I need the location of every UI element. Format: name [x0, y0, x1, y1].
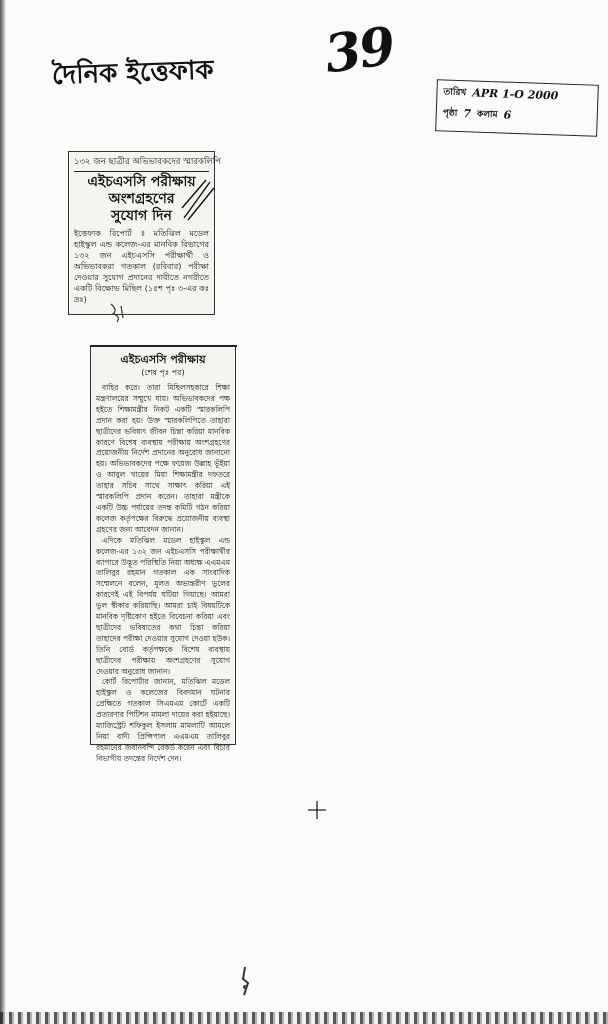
stamp-column-value: 6	[503, 108, 512, 122]
continuation-paragraph: এদিকে মতিঝিল মডেল হাইস্কুল এন্ড কলেজ-এর ১৩২ জন এইচএসসি পরীক্ষার্থীর ব্যাপারে উদ্ভূত পরিস্থিতি নিয়া অধ্যক্ষ এএমএম তালিবুর রহমান গতকাল এক সাংবাদিক সম্মেলনে বলেন, মূলত অভ্যন্তরীণ ভুলের কারণেই এই বিপর্যয় ঘটিয়া গিয়াছে। আমরা ভুল স্বীকার করিয়াছি। আমরা চাই বিষয়টিকে মানবিক দৃষ্টিকোণ হইতে বিবেচনা করিয়া এবং ছাত্রীদের ভবিষ্যতের কথা চিন্তা করিয়া তাহাদের পরীক্ষা দেওয়ার সুযোগ দেওয়া হউক। তিনি বোর্ড কর্তৃপক্ষকে বিশেষ ব্যবস্থায় ছাত্রীদের পরীক্ষায় অংশগ্রহণের সুযোগ দেওয়ার অনুরোধ জানান।	[96, 535, 230, 676]
stamp-column-label: কলাম	[476, 109, 498, 121]
handwritten-page-number: 39	[321, 15, 398, 86]
stamp-date-value: APR 1-O 2000	[472, 86, 559, 103]
continuation-paragraph: বাহির করে। তারা মিছিলসহকারে শিক্ষা মন্ত্রণালয়ের সম্মুখে যায়। অভিভাবকদের পক্ষ হইতে শিক্ষামন্ত্রীর নিকট একটি স্মারকলিপি প্রদান করা হয়। উক্ত স্মারকলিপিতে তাহারা ছাত্রীদের ভবিষ্যৎ জীবন চিন্তা করিয়া মানবিক কারণে বিশেষ ব্যবস্থায় পরীক্ষায় অংশগ্রহণের প্রয়োজনীয় নির্দেশ প্রদানের অনুরোধ জানানো হয়। অভিভাবকদের পক্ষে ফয়েজ উল্লাহ ভূঁইয়া ও আবুল খায়ের মিয়া শিক্ষামন্ত্রীর দফতরে তাহার সচিব সাথে সাক্ষাৎ করিয়া এই স্মারকলিপি প্রদান করেন। তাহারা মন্ত্রীকে একটি উচ্চ পর্যায়ের তদন্ত কমিটি গঠন করিয়া কলেজ কর্তৃপক্ষের বিরুদ্ধে প্রয়োজনীয় ব্যবস্থা গ্রহণের জন্য আবেদন জানান।	[96, 383, 230, 534]
pen-mark	[107, 300, 129, 324]
newspaper-name: দৈনিক ইত্তেফাক	[51, 55, 215, 91]
continuation-headline: এইচএসসি পরীক্ষায়	[120, 353, 206, 366]
continuation-paragraph: কোর্ট রিপোর্টার জানান, মতিঝিল মডেল হাইস্কুল ও কলেজের বিবদমান ঘটনার প্রেক্ষিতে গতকাল সিএমএম কোর্টে একটি প্রতারণার পিটিশন মামলা দায়ের করা হইয়াছে। ম্যাজিস্ট্রেট শফিকুল ইসলাম মামলাটি আমলে নিয়া বাদী প্রিন্সিপাল এএমএম তালিবুর রহমানের জবানবন্দি রেকর্ড করেন এবং বিচার বিভাগীয় তদন্তের নির্দেশ দেন।	[96, 677, 230, 763]
stamp-page-row	[443, 105, 591, 125]
ink-smudge	[236, 965, 254, 999]
headline-line-3: সুযোগ দিন	[111, 208, 172, 224]
continuation-body	[96, 383, 230, 765]
headline-line-2: অংশগ্রহণের	[108, 191, 175, 207]
clipping-kicker: ১৩২ জন ছাত্রীর অভিভাবকদের স্মারকলিপি	[74, 155, 209, 172]
stamp-date-label: তারিখ	[443, 87, 467, 99]
news-clipping-front	[68, 151, 221, 315]
date-stamp	[435, 79, 599, 137]
registration-crosshair-icon	[307, 800, 327, 820]
page-left-edge	[0, 0, 6, 1024]
headline-line-1: এইচএসসি পরীক্ষায়	[87, 174, 196, 190]
stamp-date-row	[443, 84, 591, 104]
pen-scribble-mark	[180, 178, 216, 224]
continuation-subhead: (শেষ পৃঃ পর)	[141, 368, 185, 377]
page-bottom-edge	[0, 1012, 608, 1024]
clipping-body: ইত্তেফাক রিপোর্ট ॥ মতিঝিল মডেল হাইস্কুল এন্ড কলেজ-এর মানবিক বিভাগের ১৩২ জন এইচএসসি পরীক্ষার্থী ও অভিভাবকরা গতকাল (রবিবার) পরীক্ষা দেওয়ার সুযোগ প্রদানের দাবীতে নগরীতে একটি বিক্ষোভ মিছিল (১৫শ পৃঃ ৩-এর কঃ দ্রঃ)	[74, 229, 209, 304]
news-clipping-continuation	[90, 345, 236, 763]
stamp-page-value: 7	[463, 107, 472, 121]
stamp-page-label: পৃষ্ঠা	[442, 108, 458, 119]
clipping-top-rule	[91, 345, 237, 347]
